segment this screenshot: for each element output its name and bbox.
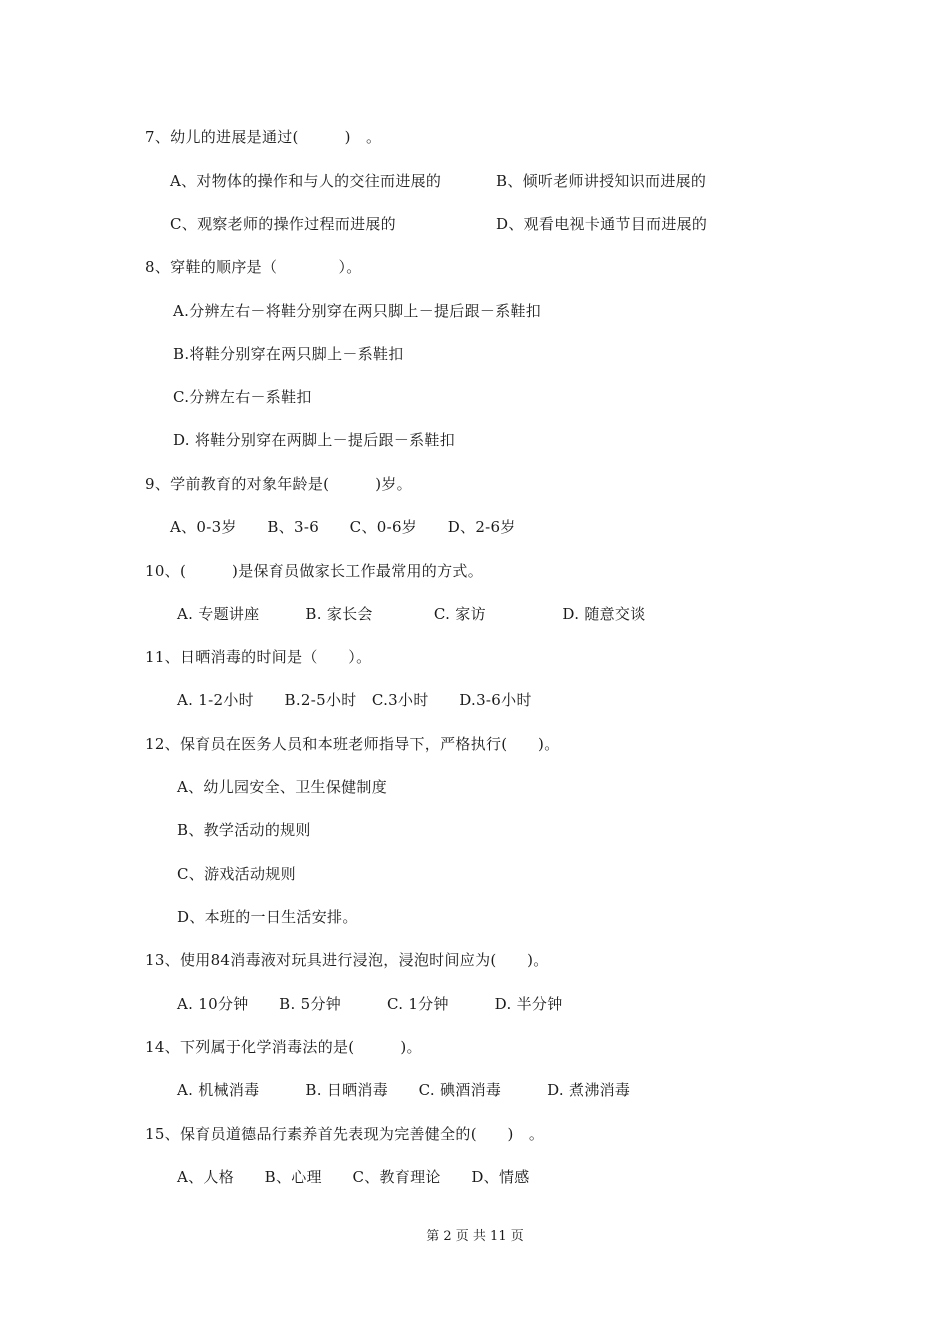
question-8-option-c: C.分辨左右－系鞋扣 [173,388,312,406]
question-8-option-b: B.将鞋分别穿在两只脚上－系鞋扣 [173,345,404,363]
question-15-options: A、人格 B、心理 C、教育理论 D、情感 [177,1168,530,1186]
question-14-options: A. 机械消毒 B. 日晒消毒 C. 碘酒消毒 D. 煮沸消毒 [177,1081,631,1099]
question-12-option-d: D、本班的一日生活安排。 [177,908,358,926]
question-11-stem: 11、日晒消毒的时间是（ ）。 [145,648,372,666]
question-8-option-d: D. 将鞋分别穿在两脚上－提后跟－系鞋扣 [173,431,456,449]
question-8-option-a: A.分辨左右－将鞋分别穿在两只脚上－提后跟－系鞋扣 [173,302,542,320]
question-10-options: A. 专题讲座 B. 家长会 C. 家访 D. 随意交谈 [177,605,646,623]
question-7-option-d: D、观看电视卡通节目而进展的 [496,215,708,233]
page-number-footer: 第 2 页 共 11 页 [426,1229,524,1244]
question-9-stem: 9、学前教育的对象年龄是( )岁。 [145,475,412,493]
question-12-option-c: C、游戏活动规则 [177,865,296,883]
question-7-stem: 7、幼儿的进展是通过( ) 。 [145,128,382,146]
question-12-stem: 12、保育员在医务人员和本班老师指导下，严格执行( )。 [145,735,560,753]
question-10-stem: 10、( )是保育员做家长工作最常用的方式。 [145,562,483,580]
question-8-stem: 8、穿鞋的顺序是（ ）。 [145,258,362,276]
question-14-stem: 14、下列属于化学消毒法的是( )。 [145,1038,422,1056]
question-9-options: A、0-3岁 B、3-6 C、0-6岁 D、2-6岁 [170,518,516,536]
question-7-option-c: C、观察老师的操作过程而进展的 [170,215,396,233]
question-12-option-a: A、幼儿园安全、卫生保健制度 [177,778,388,796]
question-7-option-b: B、倾听老师讲授知识而进展的 [496,172,707,190]
question-12-option-b: B、教学活动的规则 [177,821,311,839]
question-13-stem: 13、使用84消毒液对玩具进行浸泡，浸泡时间应为( )。 [145,951,549,969]
question-7-option-a: A、对物体的操作和与人的交往而进展的 [170,172,442,190]
question-15-stem: 15、保育员道德品行素养首先表现为完善健全的( ) 。 [145,1125,545,1143]
question-11-options: A. 1-2小时 B.2-5小时 C.3小时 D.3-6小时 [177,691,532,709]
question-13-options: A. 10分钟 B. 5分钟 C. 1分钟 D. 半分钟 [177,995,563,1013]
